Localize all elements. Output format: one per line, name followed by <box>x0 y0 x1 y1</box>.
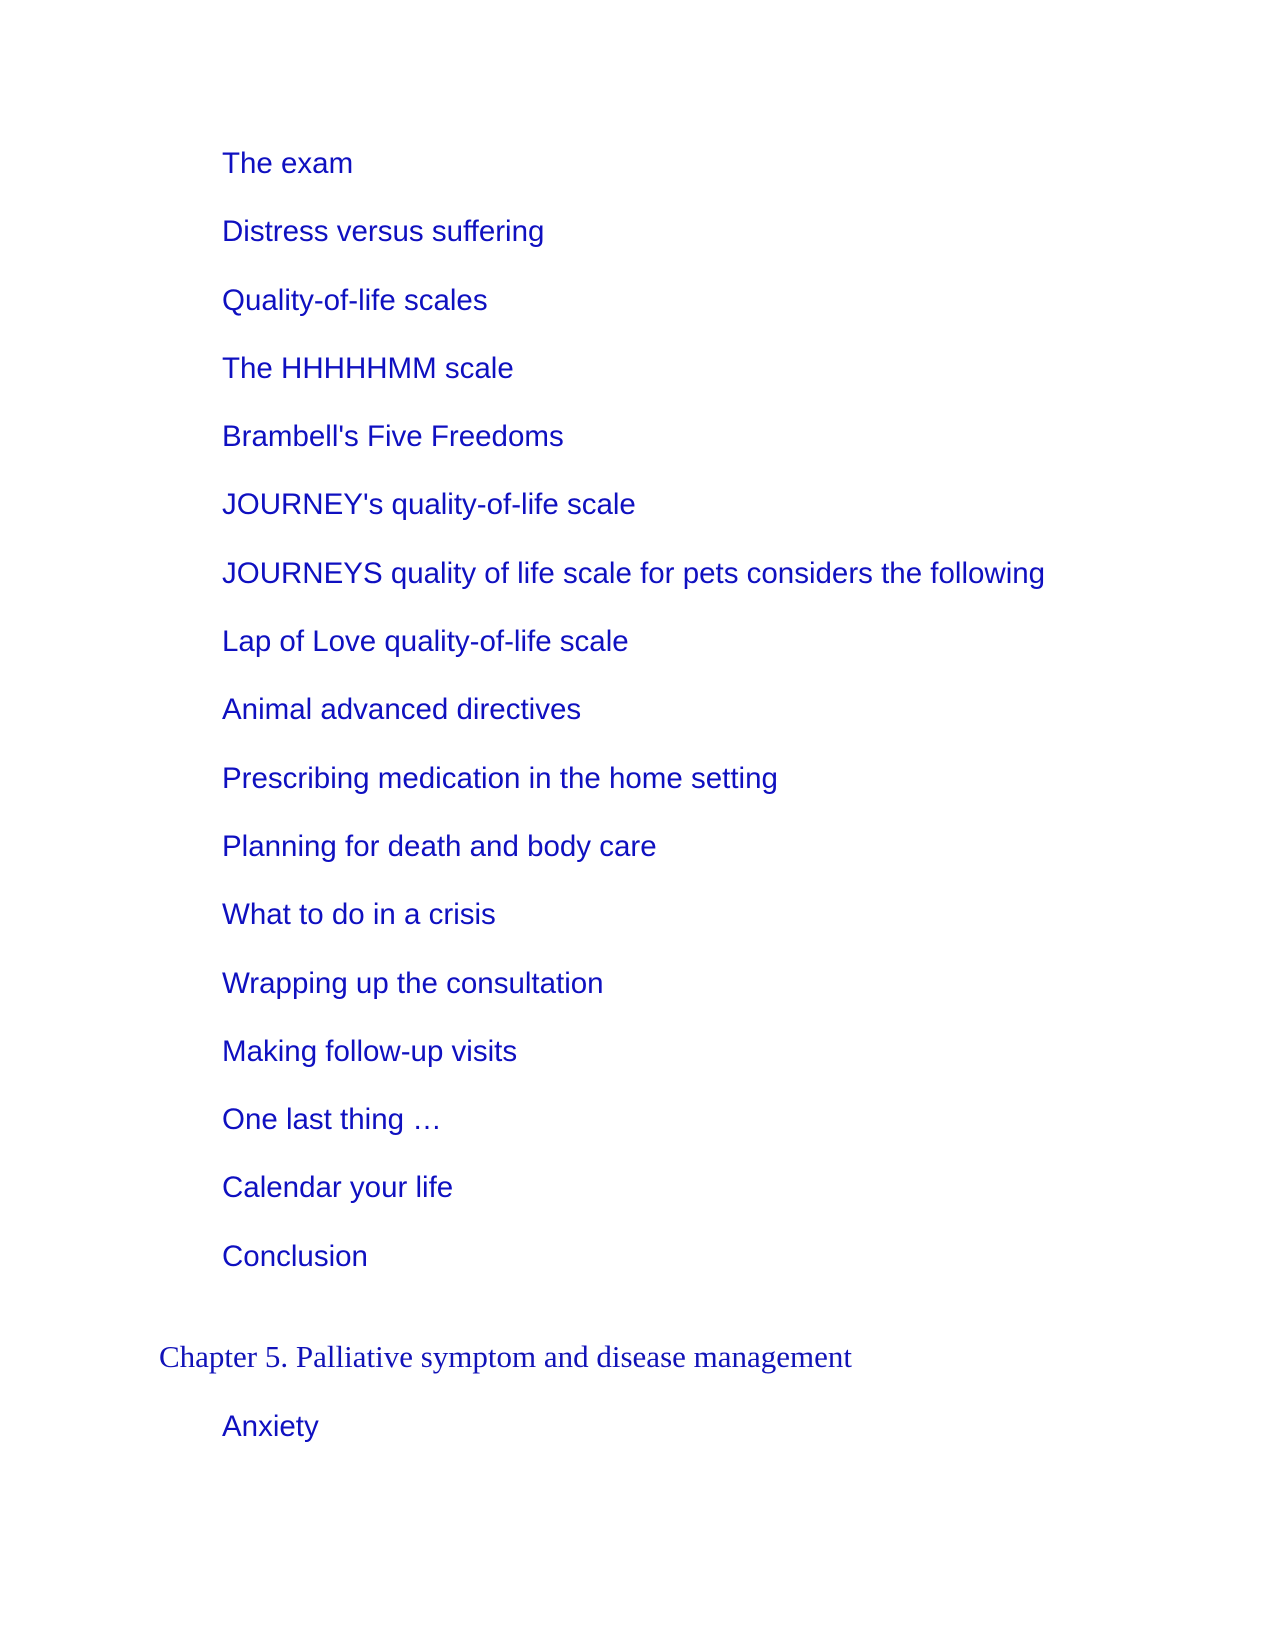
toc-chapter-5-heading[interactable]: Chapter 5. Palliative symptom and disease management <box>159 1339 853 1374</box>
toc-entry-making-follow-up-visits[interactable]: Making follow-up visits <box>222 1034 518 1068</box>
toc-entry-wrapping-up-consultation[interactable]: Wrapping up the consultation <box>222 966 604 1000</box>
toc-entry-hhhhhmm-scale[interactable]: The HHHHHMM scale <box>222 351 514 385</box>
toc-entry-animal-advanced-directives[interactable]: Animal advanced directives <box>222 693 582 727</box>
toc-entry-calendar-your-life[interactable]: Calendar your life <box>222 1171 454 1205</box>
table-of-contents <box>222 144 1045 1305</box>
toc-entry-planning-for-death[interactable]: Planning for death and body care <box>222 829 657 863</box>
toc-entry-conclusion[interactable]: Conclusion <box>222 1239 368 1273</box>
toc-entry-journeys-quality-of-life-scale[interactable]: JOURNEY's quality-of-life scale <box>222 488 636 522</box>
toc-entry-distress-versus-suffering[interactable]: Distress versus suffering <box>222 215 545 249</box>
toc-entry-journeys-scale-considerations[interactable]: JOURNEYS quality of life scale for pets considers the following <box>222 556 1046 590</box>
toc-entry-what-to-do-in-a-crisis[interactable]: What to do in a crisis <box>222 898 496 932</box>
toc-entry-anxiety[interactable]: Anxiety <box>222 1410 319 1443</box>
toc-entry-brambells-five-freedoms[interactable]: Brambell's Five Freedoms <box>222 420 564 454</box>
toc-entry-lap-of-love-scale[interactable]: Lap of Love quality-of-life scale <box>222 625 629 659</box>
toc-entry-the-exam[interactable]: The exam <box>222 147 354 180</box>
chapter-5-entries <box>222 1407 319 1475</box>
toc-entry-prescribing-medication[interactable]: Prescribing medication in the home setting <box>222 761 778 795</box>
toc-entry-quality-of-life-scales[interactable]: Quality-of-life scales <box>222 283 488 317</box>
toc-entry-one-last-thing[interactable]: One last thing … <box>222 1103 442 1137</box>
